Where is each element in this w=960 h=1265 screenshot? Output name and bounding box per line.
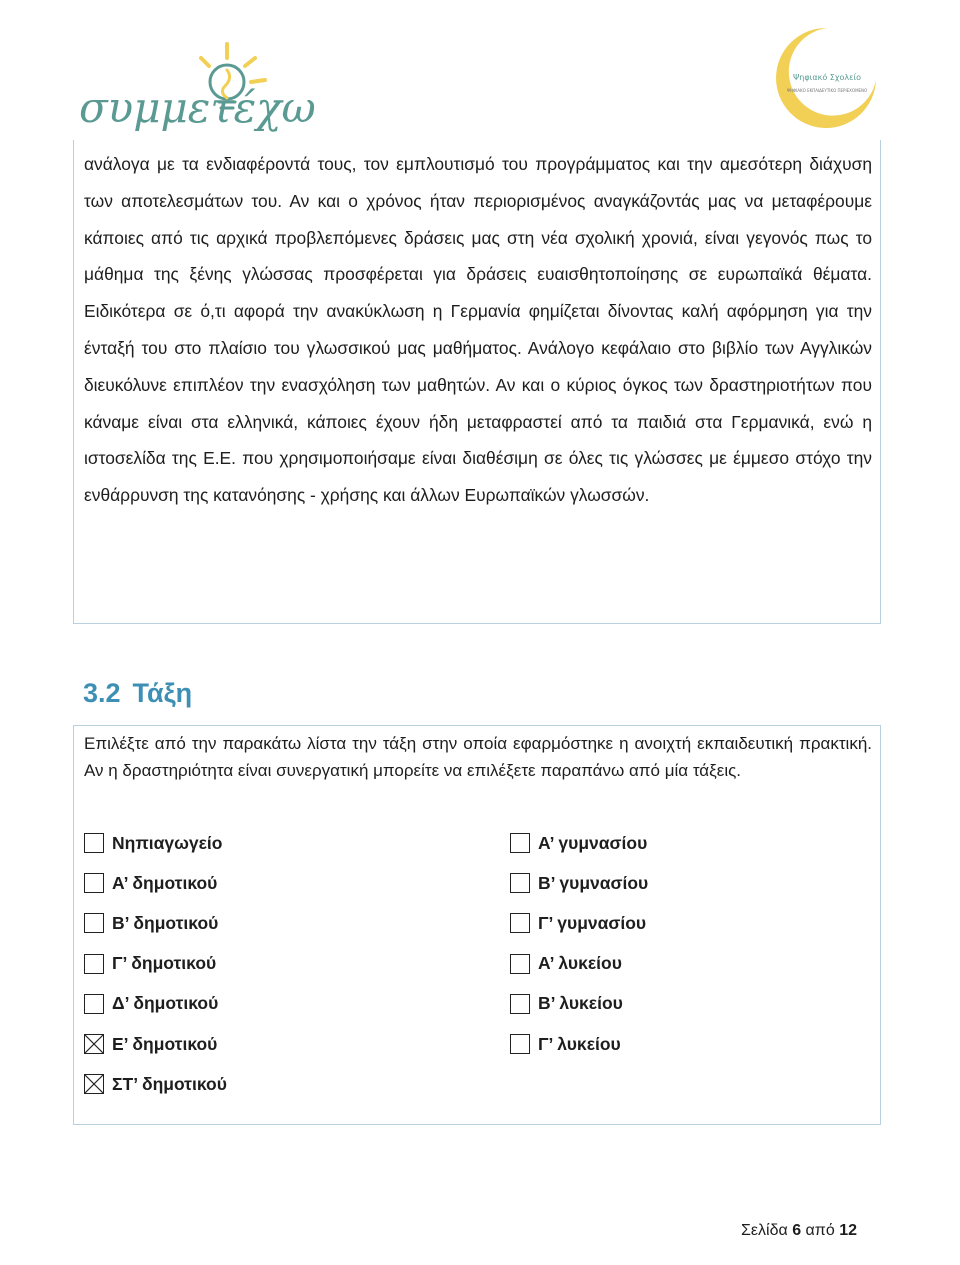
- checkbox[interactable]: [84, 994, 104, 1014]
- checkbox[interactable]: [84, 913, 104, 933]
- option-label: Α’ γυμνασίου: [538, 832, 648, 853]
- body-paragraph: ανάλογα με τα ενδιαφέροντά τους, τον εμπλουτισμό του προγράμματος και την αμεσότερη διάχυση των αποτελεσμάτων του. Αν και ο χρόνος ήταν περιορισμένος αναγκάζοντάς μας να μεταφέρουμε κάποιες από τις αρχικά προβλεπόμενες δράσεις μας στη νέα σχολική χρονιά, είναι γεγονός πως το μάθημα της ξένης γλώσσας προσφέρεται για δράσεις ευαισθητοποίησης σε ευρωπαϊκά θέματα. Ειδικότερα σε ό,τι αφορά την ανακύκλωση η Γερμανία φημίζεται δίνοντας καλή αφόρμηση για την ένταξή του στο πλαίσιο του γλωσσικού μας μαθήματος. Ανάλογο κεφάλαιο στο βιβλίο των Αγγλικών διευκόλυνε επιπλέον την ενασχόληση των μαθητών. Αν και ο κύριος όγκος των δραστηριοτήτων που κάναμε είναι στα ελληνικά, κάποιες έχουν ήδη μεταφραστεί από τα παιδιά στα Γερμανικά, ενώ η ιστοσελίδα της Ε.Ε. που χρησιμοποιήσαμε είναι διαθέσιμη σε όλες τις γλώσσες με έμμεσο στόχο την ενθάρρυνση της κατανόησης - χρήσης και άλλων Ευρωπαϊκών γλωσσών.: [84, 154, 872, 506]
- option-b-lykeiou[interactable]: [510, 984, 648, 1024]
- svg-text:ΨΗΦΙΑΚΟ ΕΚΠΑΙΔΕΥΤΙΚΟ ΠΕΡΙΕΧΟΜΕ: ΨΗΦΙΑΚΟ ΕΚΠΑΙΔΕΥΤΙΚΟ ΠΕΡΙΕΧΟΜΕΝΟ: [786, 88, 868, 93]
- checkbox[interactable]: [84, 1034, 104, 1054]
- total-pages: 12: [839, 1222, 857, 1239]
- checkbox[interactable]: [84, 954, 104, 974]
- option-label: Β’ γυμνασίου: [538, 872, 649, 893]
- option-label: Β’ λυκείου: [538, 993, 623, 1014]
- option-label: Ε’ δημοτικού: [112, 1033, 218, 1054]
- option-g-dimotikou[interactable]: [84, 944, 227, 984]
- psifiako-sxoleio-logo: [772, 22, 882, 132]
- check-x-icon: [85, 1075, 103, 1093]
- option-label: ΣΤ’ δημοτικού: [112, 1073, 227, 1094]
- checkbox[interactable]: [510, 873, 530, 893]
- option-b-dimotikou[interactable]: [84, 903, 227, 943]
- section-number: 3.2: [83, 678, 121, 708]
- option-label: Α’ δημοτικού: [112, 872, 218, 893]
- option-label: Α’ λυκείου: [538, 953, 622, 974]
- checkbox[interactable]: [84, 833, 104, 853]
- section-heading: [83, 678, 192, 709]
- options-column-left: [84, 823, 227, 1104]
- page-number: 6: [792, 1222, 802, 1239]
- checkbox[interactable]: [510, 913, 530, 933]
- page-footer: [741, 1222, 857, 1240]
- option-g-gymnasiou[interactable]: [510, 903, 648, 943]
- option-label: Γ’ γυμνασίου: [538, 912, 647, 933]
- option-b-gymnasiou[interactable]: [510, 863, 648, 903]
- checkbox[interactable]: [84, 1074, 104, 1094]
- page-header: [0, 0, 960, 145]
- option-label: Νηπιαγωγείο: [112, 832, 223, 853]
- option-a-gymnasiou[interactable]: [510, 823, 648, 863]
- option-e-dimotikou[interactable]: [84, 1024, 227, 1064]
- option-st-dimotikou[interactable]: [84, 1064, 227, 1104]
- options-column-right: [510, 823, 648, 1064]
- symmetexo-logo: [75, 22, 316, 142]
- option-label: Γ’ δημοτικού: [112, 953, 217, 974]
- checkbox[interactable]: [84, 873, 104, 893]
- svg-text:Ψηφιακό Σχολείο: Ψηφιακό Σχολείο: [792, 73, 862, 82]
- option-a-lykeiou[interactable]: [510, 944, 648, 984]
- class-selection-box: [73, 725, 881, 1125]
- section-instructions: Επιλέξτε από την παρακάτω λίστα την τάξη στην οποία εφαρμόστηκε η ανοιχτή εκπαιδευτική πρακτική. Αν η δραστηριότητα είναι συνεργατική μπορείτε να επιλέξετε παραπάνω από μία τάξεις.: [84, 734, 872, 780]
- checkbox[interactable]: [510, 833, 530, 853]
- checkbox[interactable]: [510, 994, 530, 1014]
- of-word: από: [805, 1222, 835, 1239]
- option-label: Δ’ δημοτικού: [112, 993, 219, 1014]
- checkbox[interactable]: [510, 954, 530, 974]
- option-nipiagogeio[interactable]: [84, 823, 227, 863]
- section-title: Τάξη: [132, 678, 193, 708]
- option-label: Β’ δημοτικού: [112, 912, 219, 933]
- checkbox[interactable]: [510, 1034, 530, 1054]
- option-d-dimotikou[interactable]: [84, 984, 227, 1024]
- previous-section-box: [73, 140, 881, 624]
- svg-text:συμμετέχω: συμμετέχω: [79, 83, 316, 132]
- option-g-lykeiou[interactable]: [510, 1024, 648, 1064]
- option-label: Γ’ λυκείου: [538, 1033, 621, 1054]
- check-x-icon: [85, 1035, 103, 1053]
- page-word: Σελίδα: [741, 1222, 788, 1239]
- option-a-dimotikou[interactable]: [84, 863, 227, 903]
